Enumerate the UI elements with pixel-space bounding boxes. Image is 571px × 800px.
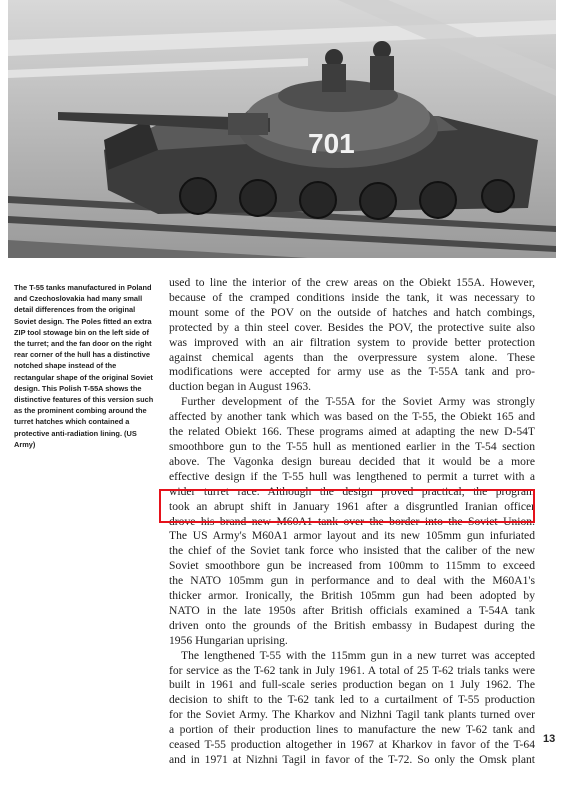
text-line: Soviet smoothbore gun be increased from 100mm to 115mm to exceed xyxy=(169,559,535,573)
text-line: took an abrupt shift in January 1961 after a disgruntled Iranian officer xyxy=(169,499,535,513)
text-line: driven onto the grounds of the British embassy in Budapest during the xyxy=(169,618,535,632)
highlight-box xyxy=(159,489,535,523)
turret-number: 701 xyxy=(308,128,355,159)
text-line: for the Soviet Army. The Kharkov and Nizhni Tagil tank plants turned over xyxy=(169,708,535,722)
text-line: drove his brand new M60A1 tank over the border into the Soviet Union. xyxy=(169,514,535,528)
text-line: built in 1961 and full-scale series production began on 1 July 1962. The xyxy=(169,678,535,692)
text-line: the NATO 105mm gun in performance and to deal with the M60A1's xyxy=(169,574,535,588)
photo-caption xyxy=(14,282,154,450)
text-line: the chief of the Soviet tank force who insisted that the caliber of the new xyxy=(169,544,535,558)
page-number: 13 xyxy=(543,733,556,745)
text-line: modifications were accepted for army use as the T-55A tank and pro- xyxy=(169,365,535,379)
text-line: The lengthened T-55 with the 115mm gun in a new turret was accepted xyxy=(181,648,535,662)
caption-text: The T-55 tanks manufactured in Poland and Czechoslovakia had many small detail differences from the original Soviet design. The Poles fitted an extra ZIP tool stowage bin on the left side of the turret; and the fan door on the right rear corner of the hull has a distinctive notched shape instead of the rectangular shape of the original Soviet design. This Polish T-55A shows the distinctive features of this version such as the prominent combing around the turret hatches which contained a protective anti-radiation lining. (US Army) xyxy=(14,283,154,449)
text-line: smoothbore gun to the T-55 hull as mentioned earlier in the T-54 section xyxy=(169,439,535,453)
text-line: The US Army's M60A1 armor layout and its new 105mm gun infuriated xyxy=(169,529,535,543)
text-line: thicker armor. Ironically, the British 105mm gun had been adopted by xyxy=(169,589,535,603)
tank-photo-drawing xyxy=(8,0,556,258)
tank-photo xyxy=(8,0,556,258)
text-line: 1956 Hungarian uprising. xyxy=(169,633,288,647)
text-line: NATO in the late 1950s after British officials examined a T-54A tank xyxy=(169,603,535,617)
text-line: above. The Vagonka design bureau decided that it would be a more xyxy=(169,454,535,468)
paragraph-1 xyxy=(169,276,535,395)
text-line: against chemical agents than the overpressure system alone. These xyxy=(169,350,535,364)
paragraph-3 xyxy=(169,649,535,768)
text-line: used to line the interior of the crew areas on the Obiekt 155A. However, xyxy=(169,276,535,289)
text-line: a portion of their production lines to manufacture the new T-62 tank and xyxy=(169,723,535,737)
text-line: effective design if the T-55 hull was lengthened to permit a turret with a xyxy=(169,469,535,483)
text-line: mount some of the POV on the outside of hatches and hatch combings, xyxy=(169,305,535,319)
text-line: was improved with an air filtration system to provide better protection xyxy=(169,335,535,349)
text-line: duction began in August 1963. xyxy=(169,380,312,394)
text-line: decision to shift to the T-62 tank led to a curtailment of T-55 production xyxy=(169,693,535,707)
text-line: because of the cramped conditions inside the tank, it was necessary to xyxy=(169,290,535,304)
text-line: affected by another tank which was based on the T-55, the Obiekt 165 and xyxy=(169,410,535,424)
text-line: ceased T-55 production altogether in 1967 at Kharkov in favor of the T-64 xyxy=(169,738,535,752)
text-line: protected by a thin steel cover. Besides the POV, the protective suite also xyxy=(169,320,535,334)
text-line: and in 1971 at Nizhni Tagil in favor of the T-72. So only the Omsk plant xyxy=(169,753,535,766)
text-line: wider turret race. Although the design proved practical, the program xyxy=(169,484,535,498)
text-line: the related Obiekt 166. These programs aimed at adapting the new D-54T xyxy=(169,425,535,439)
text-line: Further development of the T-55A for the Soviet Army was strongly xyxy=(181,395,535,409)
text-line: for service as the T-62 tank in July 1961. A total of 25 T-62 trials tanks were xyxy=(169,663,535,677)
